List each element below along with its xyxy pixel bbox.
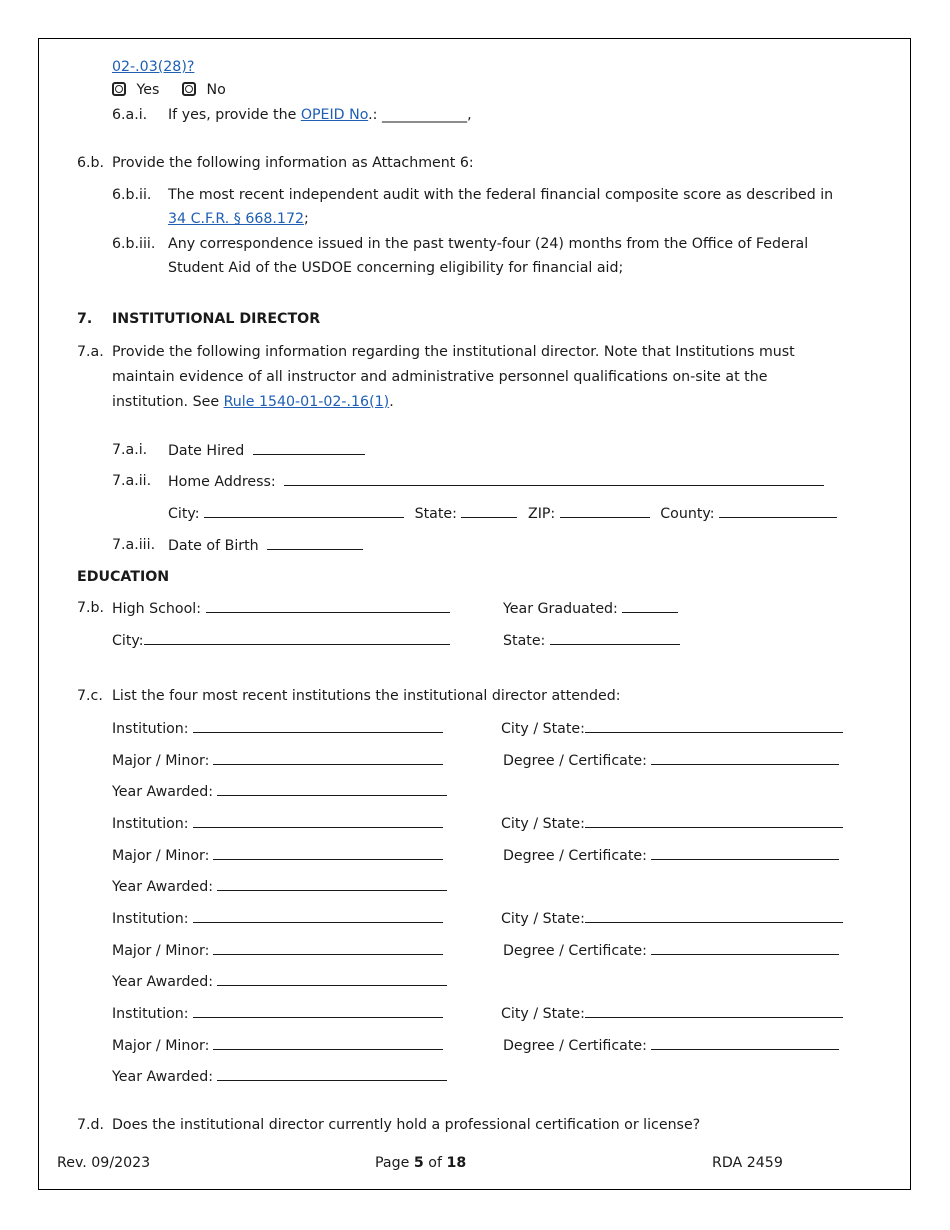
institution-2-year-field	[112, 876, 447, 897]
no-label: No	[206, 82, 226, 98]
hs-city-input[interactable]	[144, 630, 450, 645]
q6ai-text-after: .: ____________,	[368, 107, 472, 123]
q6biii-line1: Any correspondence issued in the past twenty-four (24) months from the Office of Federal	[168, 236, 809, 252]
regulation-link[interactable]: 02-.03(28)?	[112, 59, 195, 75]
city-state-label: City / State:	[501, 721, 585, 737]
footer-form-id: RDA 2459	[712, 1155, 783, 1171]
institution-label: Institution:	[112, 816, 189, 832]
address-zip-input[interactable]	[560, 503, 650, 518]
institution-3-year-field	[112, 971, 447, 992]
address-zip-label: ZIP:	[527, 506, 556, 522]
footer-of-word: of	[428, 1155, 442, 1171]
degree-label: Degree / Certificate:	[503, 753, 647, 769]
q6b-text: Provide the following information as Attachment 6:	[112, 155, 474, 171]
q7b-number: 7.b.	[77, 600, 105, 616]
section7-number: 7.	[77, 311, 93, 327]
date-of-birth-label: Date of Birth	[168, 538, 259, 554]
q6biii-line2: Student Aid of the USDOE concerning eligibility for financial aid;	[168, 260, 624, 276]
rule-link[interactable]: Rule 1540-01-02-.16(1)	[223, 394, 390, 410]
address-county-label: County:	[660, 506, 715, 522]
high-school-label: High School:	[112, 601, 201, 617]
address-county-input[interactable]	[719, 503, 837, 518]
major-label: Major / Minor:	[112, 943, 210, 959]
q6bii-text: The most recent independent audit with the federal financial composite score as described in	[168, 187, 834, 203]
degree-input[interactable]	[651, 845, 839, 860]
yes-no-options	[112, 80, 226, 100]
q6bii-after: ;	[304, 211, 309, 227]
address-state-label: State:	[414, 506, 457, 522]
degree-input[interactable]	[651, 1035, 839, 1050]
institution-input[interactable]	[193, 813, 443, 828]
institution-input[interactable]	[193, 908, 443, 923]
q7aii-number: 7.a.ii.	[112, 473, 152, 489]
date-of-birth-field	[168, 535, 363, 556]
address-state-input[interactable]	[461, 503, 517, 518]
major-label: Major / Minor:	[112, 848, 210, 864]
hs-state-input[interactable]	[550, 630, 680, 645]
year-input[interactable]	[217, 876, 447, 891]
institution-3-city-state-field	[501, 908, 843, 929]
yes-radio[interactable]	[112, 82, 126, 96]
address-city-row	[168, 503, 837, 524]
q7a-line3-before: institution. See	[112, 394, 224, 410]
footer-page-number	[375, 1153, 466, 1173]
year-graduated-input[interactable]	[622, 598, 678, 613]
major-label: Major / Minor:	[112, 753, 210, 769]
year-input[interactable]	[217, 971, 447, 986]
q7aiii-number: 7.a.iii.	[112, 537, 156, 553]
institution-1-city-state-field	[501, 718, 843, 739]
q7a-line2: maintain evidence of all instructor and administrative personnel qualifications on-site at the	[112, 369, 768, 385]
home-address-field	[168, 471, 824, 492]
q7a-line3-after: .	[389, 394, 394, 410]
q7d-number: 7.d.	[77, 1117, 105, 1133]
address-city-input[interactable]	[204, 503, 404, 518]
institution-4-major-field	[112, 1035, 443, 1056]
date-hired-field	[168, 440, 365, 461]
section7-title: INSTITUTIONAL DIRECTOR	[112, 311, 321, 327]
footer-page-total: 18	[446, 1155, 467, 1171]
footer-page-current: 5	[413, 1155, 424, 1171]
year-label: Year Awarded:	[112, 1069, 214, 1085]
q7ai-number: 7.a.i.	[112, 442, 148, 458]
year-label: Year Awarded:	[112, 974, 214, 990]
institution-input[interactable]	[193, 1003, 443, 1018]
q6ai-text-before: If yes, provide the	[168, 107, 301, 123]
footer-page-word: Page	[375, 1155, 410, 1171]
institution-3-major-field	[112, 940, 443, 961]
cfr-link[interactable]: 34 C.F.R. § 668.172	[168, 211, 305, 227]
major-input[interactable]	[213, 1035, 443, 1050]
no-radio[interactable]	[182, 82, 196, 96]
degree-label: Degree / Certificate:	[503, 943, 647, 959]
degree-input[interactable]	[651, 940, 839, 955]
q7a-line3	[112, 392, 394, 412]
home-address-input[interactable]	[284, 471, 824, 486]
institution-3-degree-field	[503, 940, 839, 961]
year-label: Year Awarded:	[112, 784, 214, 800]
q6b-number: 6.b.	[77, 155, 105, 171]
institution-label: Institution:	[112, 911, 189, 927]
major-input[interactable]	[213, 845, 443, 860]
city-state-label: City / State:	[501, 1006, 585, 1022]
institution-1-major-field	[112, 750, 443, 771]
year-label: Year Awarded:	[112, 879, 214, 895]
q7c-text: List the four most recent institutions the institutional director attended:	[112, 688, 621, 704]
city-state-label: City / State:	[501, 816, 585, 832]
degree-label: Degree / Certificate:	[503, 1038, 647, 1054]
major-label: Major / Minor:	[112, 1038, 210, 1054]
date-of-birth-input[interactable]	[267, 535, 363, 550]
education-heading: EDUCATION	[77, 569, 170, 585]
institution-2-major-field	[112, 845, 443, 866]
degree-input[interactable]	[651, 750, 839, 765]
institution-2-city-state-field	[501, 813, 843, 834]
q7a-number: 7.a.	[77, 344, 104, 360]
q6bii-line2	[168, 209, 309, 229]
year-graduated-field	[503, 598, 678, 619]
home-address-label: Home Address:	[168, 474, 276, 490]
city-state-input[interactable]	[585, 908, 843, 923]
q6bii-number: 6.b.ii.	[112, 187, 152, 203]
q7c-number: 7.c.	[77, 688, 103, 704]
date-hired-label: Date Hired	[168, 443, 245, 459]
high-school-field	[112, 598, 450, 619]
q6biii-number: 6.b.iii.	[112, 236, 156, 252]
institution-2-degree-field	[503, 845, 839, 866]
q7d-text: Does the institutional director currently hold a professional certification or license?	[112, 1117, 701, 1133]
hs-state-label: State:	[503, 633, 546, 649]
year-graduated-label: Year Graduated:	[503, 601, 618, 617]
date-hired-input[interactable]	[253, 440, 365, 455]
year-input[interactable]	[217, 1066, 447, 1081]
hs-city-field	[112, 630, 450, 651]
institution-4-degree-field	[503, 1035, 839, 1056]
q6ai-number: 6.a.i.	[112, 107, 148, 123]
q6ai-text	[168, 105, 472, 125]
high-school-input[interactable]	[206, 598, 450, 613]
institution-1-year-field	[112, 781, 447, 802]
degree-label: Degree / Certificate:	[503, 848, 647, 864]
hs-city-label: City:	[112, 633, 144, 649]
institution-4-city-state-field	[501, 1003, 843, 1024]
institution-4-year-field	[112, 1066, 447, 1087]
footer-revision: Rev. 09/2023	[57, 1155, 151, 1171]
institution-4-institution-field	[112, 1003, 443, 1024]
yes-label: Yes	[136, 82, 160, 98]
institution-3-institution-field	[112, 908, 443, 929]
year-input[interactable]	[217, 781, 447, 796]
major-input[interactable]	[213, 940, 443, 955]
institution-1-institution-field	[112, 718, 443, 739]
major-input[interactable]	[213, 750, 443, 765]
institution-2-institution-field	[112, 813, 443, 834]
city-state-input[interactable]	[585, 718, 843, 733]
institution-input[interactable]	[193, 718, 443, 733]
hs-state-field	[503, 630, 680, 651]
institution-1-degree-field	[503, 750, 839, 771]
city-state-input[interactable]	[585, 813, 843, 828]
institution-label: Institution:	[112, 721, 189, 737]
institution-label: Institution:	[112, 1006, 189, 1022]
opeid-link[interactable]: OPEID No	[300, 107, 369, 123]
address-city-label: City:	[168, 506, 200, 522]
city-state-input[interactable]	[585, 1003, 843, 1018]
city-state-label: City / State:	[501, 911, 585, 927]
q7a-line1: Provide the following information regarding the institutional director. Note that Institutions must	[112, 344, 795, 360]
